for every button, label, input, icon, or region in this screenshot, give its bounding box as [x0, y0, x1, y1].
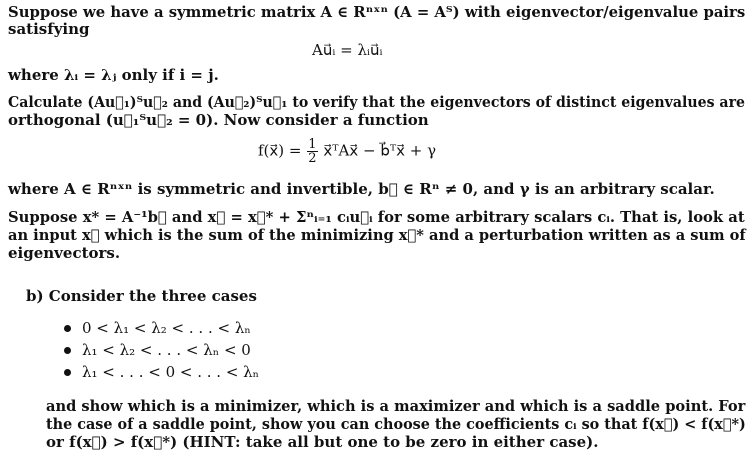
case-text: λ₁ < λ₂ < . . . < λₙ < 0	[82, 341, 251, 359]
case-text: 0 < λ₁ < λ₂ < . . . < λₙ	[82, 319, 251, 337]
bullet-icon	[64, 325, 71, 332]
intro-line-9: eigenvectors.	[8, 244, 121, 262]
cases-list	[62, 318, 259, 384]
function-equation	[258, 138, 436, 165]
case-item	[62, 318, 259, 340]
intro-line-8: an input x⃗ which is the sum of the minimizing x⃗* and a perturbation written as a sum of	[8, 226, 746, 244]
intro-line-3: where λᵢ = λⱼ only if i = j.	[8, 66, 219, 84]
intro-line-5: orthogonal (u⃗₁ᵀu⃗₂ = 0). Now consider a function	[8, 111, 429, 129]
half-fraction	[307, 138, 317, 165]
function-lhs: f(x⃗) =	[258, 141, 302, 160]
function-rhs: x⃗ᵀAx⃗ − b⃗ᵀx⃗ + γ	[323, 141, 437, 160]
intro-line-4: Calculate (Au⃗₁)ᵀu⃗₂ and (Au⃗₂)ᵀu⃗₁ to verify that the eigenvectors of distinct eigenvalues are	[8, 93, 745, 111]
part-b-heading: b) Consider the three cases	[26, 287, 257, 305]
bullet-icon	[64, 369, 71, 376]
fraction-denominator: 2	[308, 151, 317, 166]
eigen-equation: Au⃗ᵢ = λᵢu⃗ᵢ	[312, 41, 383, 59]
part-b-line-2: the case of a saddle point, show you can choose the coefficients cᵢ so that f(x⃗) < f(x⃗*)	[46, 415, 746, 433]
fraction-numerator: 1	[308, 137, 317, 152]
intro-line-2: satisfying	[8, 20, 90, 38]
case-text: λ₁ < . . . < 0 < . . . < λₙ	[82, 363, 260, 381]
part-b-line-1: and show which is a minimizer, which is a maximizer and which is a saddle point. For	[46, 397, 746, 415]
bullet-icon	[64, 347, 71, 354]
case-item	[62, 362, 259, 384]
case-item	[62, 340, 259, 362]
part-b-line-3: or f(x⃗) > f(x⃗*) (HINT: take all but one to be zero in either case).	[46, 433, 599, 451]
intro-line-6: where A ∈ Rⁿˣⁿ is symmetric and invertible, b⃗ ∈ Rⁿ ≠ 0, and γ is an arbitrary scalar.	[8, 180, 715, 198]
intro-line-7: Suppose x* = A⁻¹b⃗ and x⃗ = x⃗* + Σⁿᵢ₌₁ cᵢu⃗ᵢ for some arbitrary scalars cᵢ. That is, look at	[8, 208, 745, 226]
intro-line-1: Suppose we have a symmetric matrix A ∈ Rⁿˣⁿ (A = Aᵀ) with eigenvector/eigenvalue pairs	[8, 3, 746, 21]
